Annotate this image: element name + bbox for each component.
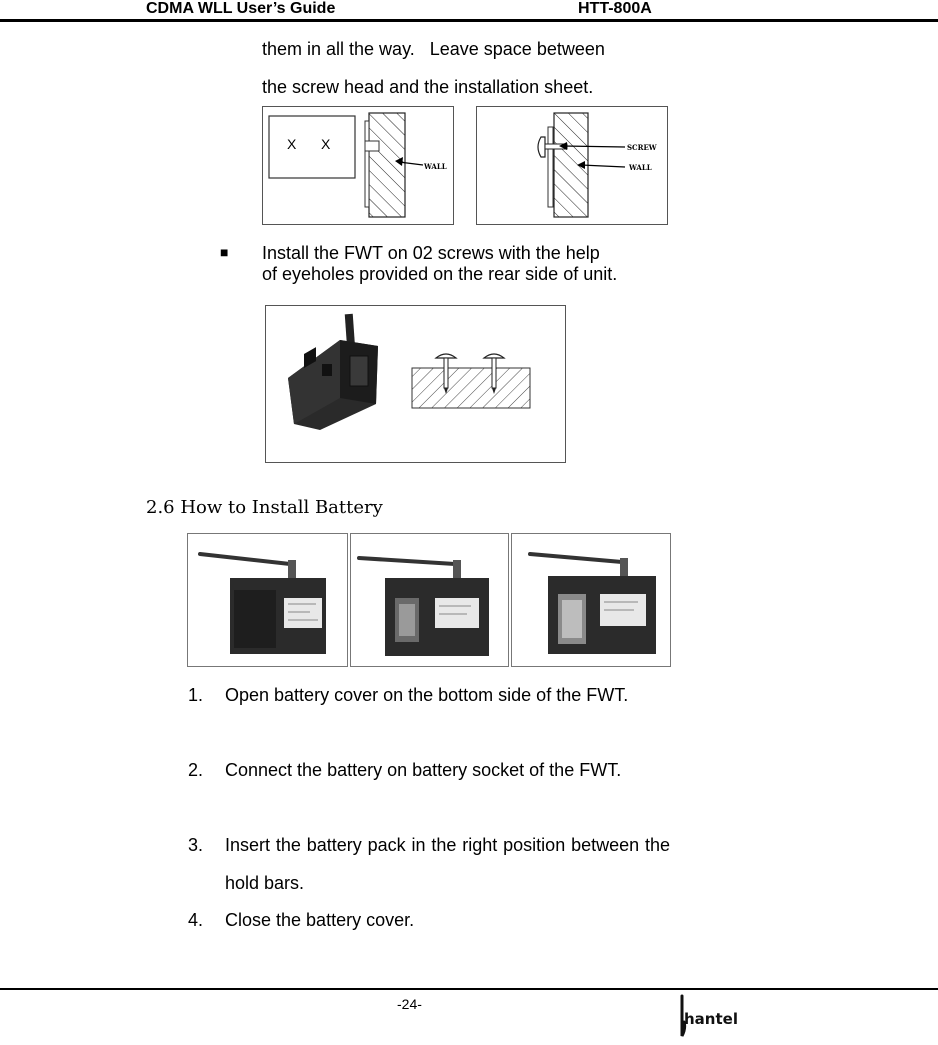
wall-sheet-x-mark-2: X: [321, 136, 331, 152]
fwt-closed-image: [188, 534, 347, 666]
step-1-number: 1.: [188, 685, 204, 705]
intro-line-1: them in all the way. Leave space between: [262, 39, 605, 59]
wall-sheet-drawing: [263, 107, 453, 224]
hantel-logo-mark: [676, 992, 746, 1040]
bullet-line-1: Install the FWT on 02 screws with the help: [262, 243, 600, 263]
step-3-text: Insert the battery pack in the right position between the hold bars.: [225, 835, 670, 893]
fwt-mount-figure: [265, 305, 566, 463]
header-model: HTT-800A: [578, 0, 652, 17]
header-rule: [0, 19, 938, 22]
step-4-number: 4.: [188, 910, 204, 930]
battery-photo-1: [187, 533, 348, 667]
screw-wall-drawing: [477, 107, 667, 224]
step-2-text: Connect the battery on battery socket of the FWT.: [225, 760, 622, 780]
hantel-logo-text: hantel: [684, 1010, 738, 1028]
intro-line-2: the screw head and the installation sheet.: [262, 77, 594, 97]
wall-label-left: WALL: [424, 162, 447, 171]
battery-photo-2: [350, 533, 509, 667]
screw-wall-figure: [476, 106, 668, 225]
fwt-open-image: [351, 534, 508, 666]
bullet-square: ■: [220, 244, 229, 260]
fwt-battery-inserted-image: [512, 534, 670, 666]
wall-sheet-figure: [262, 106, 454, 225]
section-title: 2.6 How to Install Battery: [146, 497, 383, 518]
battery-photo-3: [511, 533, 671, 667]
step-4-text: Close the battery cover.: [225, 910, 415, 930]
fwt-mount-drawing: [266, 306, 565, 462]
footer-rule: [0, 988, 938, 990]
bullet-line-2: of eyeholes provided on the rear side of unit.: [262, 264, 618, 284]
header-doc-title: CDMA WLL User’s Guide: [146, 0, 336, 17]
screw-label: SCREW: [627, 143, 657, 152]
hantel-logo: [676, 992, 746, 1040]
step-2-number: 2.: [188, 760, 204, 780]
wall-sheet-x-mark-1: X: [287, 136, 297, 152]
step-3-number: 3.: [188, 835, 204, 855]
page-number: -24-: [397, 996, 422, 1012]
wall-label-right: WALL: [629, 163, 652, 172]
step-1-text: Open battery cover on the bottom side of the FWT.: [225, 685, 629, 705]
